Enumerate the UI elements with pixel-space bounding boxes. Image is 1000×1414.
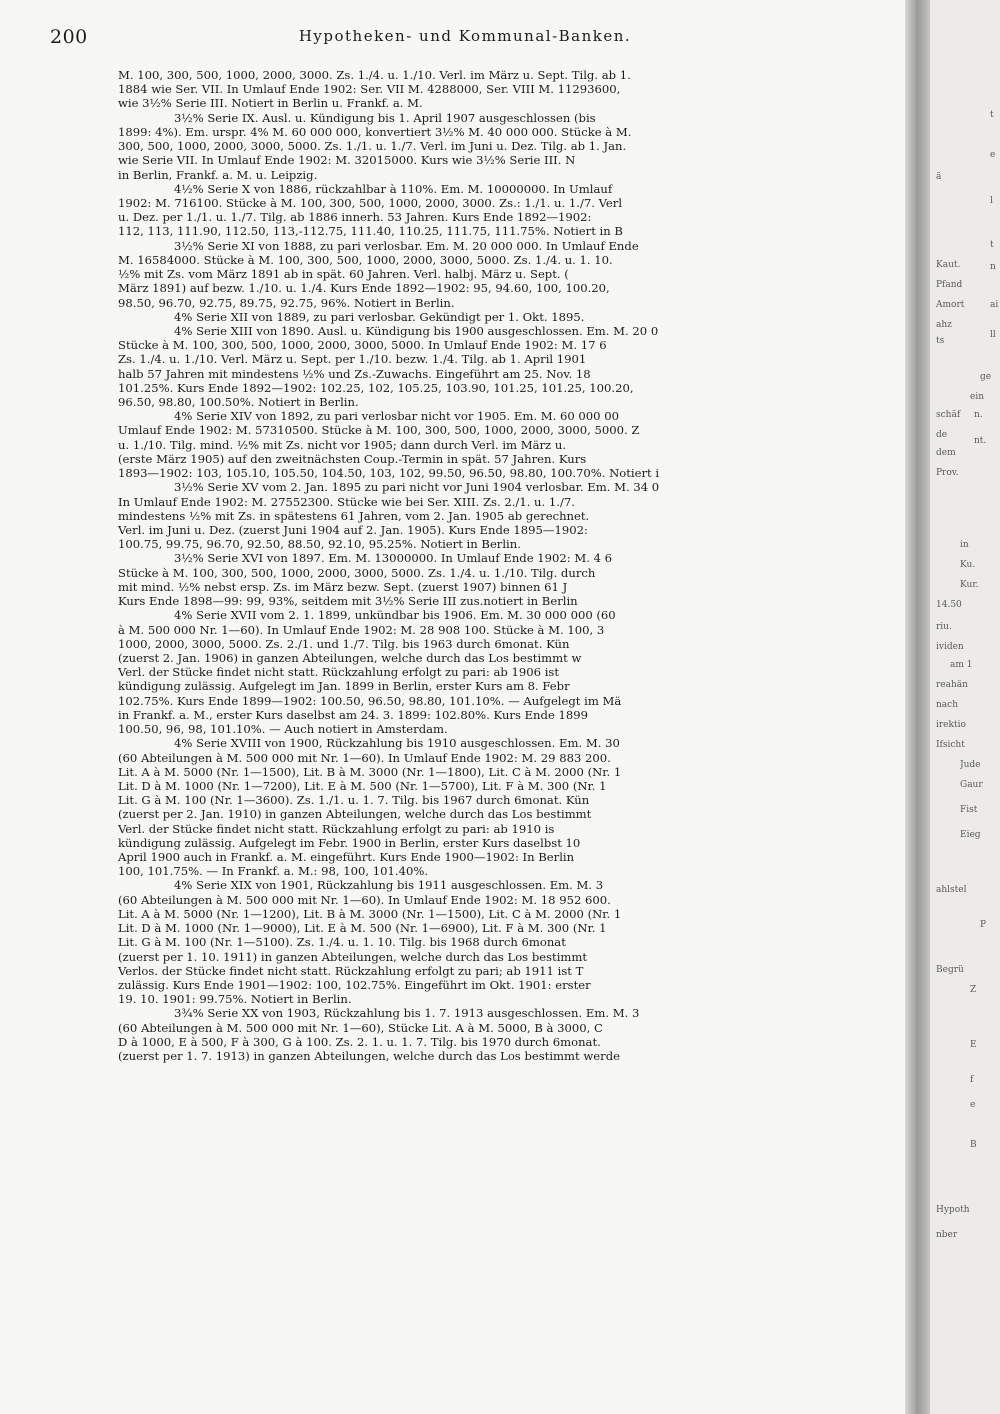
text-line: (zuerst per 1. 7. 1913) in ganzen Abteilungen, welche durch das Los bestimmt werde xyxy=(118,1049,620,1064)
text-line: Stücke à M. 100, 300, 500, 1000, 2000, 3000, 5000. In Umlauf Ende 1902: M. 17 6 xyxy=(118,338,607,353)
text-line: mindestens ½% mit Zs. in spätestens 61 Jahren, vom 2. Jan. 1905 ab gerechnet. xyxy=(118,508,590,523)
text-line: Lit. A à M. 5000 (Nr. 1—1500), Lit. B à M. 3000 (Nr. 1—1800), Lit. C à M. 2000 (Nr. 1 xyxy=(118,764,622,779)
text-line: u. 1./10. Tilg. mind. ½% mit Zs. nicht vor 1905; dann durch Verl. im März u. xyxy=(118,437,567,452)
text-line: (60 Abteilungen à M. 500 000 mit Nr. 1—60). In Umlauf Ende 1902: M. 18 952 600. xyxy=(118,892,611,907)
text-line: Verlos. der Stücke findet nicht statt. Rückzahlung erfolgt zu pari; ab 1911 ist T xyxy=(118,963,584,978)
text-line: Verl. der Stücke findet nicht statt. Rückzahlung erfolgt zu pari: ab 1906 ist xyxy=(118,665,560,680)
text-line: M. 100, 300, 500, 1000, 2000, 3000. Zs. 1./4. u. 1./10. Verl. im März u. Sept. Tilg. ab 1. xyxy=(118,68,631,82)
adjacent-page-fragment: ge xyxy=(980,372,992,382)
adjacent-page-fragment: Ifsicht xyxy=(936,740,965,750)
text-line: 4% Serie XVII vom 2. 1. 1899, unkündbar bis 1906. Em. M. 30 000 000 (60 xyxy=(174,608,616,623)
text-line: kündigung zulässig. Aufgelegt im Febr. 1900 in Berlin, erster Kurs daselbst 10 xyxy=(118,835,581,850)
adjacent-page-fragment: f xyxy=(970,1075,974,1085)
text-line: Umlauf Ende 1902: M. 57310500. Stücke à M. 100, 300, 500, 1000, 2000, 3000, 5000. Z xyxy=(118,423,640,438)
text-line: in Frankf. a. M., erster Kurs daselbst am 24. 3. 1899: 102.80%. Kurs Ende 1899 xyxy=(118,707,588,722)
text-line: 4% Serie XIV von 1892, zu pari verlosbar nicht vor 1905. Em. M. 60 000 00 xyxy=(174,409,619,424)
text-line: 1000, 2000, 3000, 5000. Zs. 2./1. und 1./7. Tilg. bis 1963 durch 6monat. Kün xyxy=(118,636,570,651)
text-line: März 1891) auf bezw. 1./10. u. 1./4. Kurs Ende 1892—1902: 95, 94.60, 100, 100.20, xyxy=(118,281,610,296)
text-line: Lit. G à M. 100 (Nr. 1—3600). Zs. 1./1. u. 1. 7. Tilg. bis 1967 durch 6monat. Kün xyxy=(118,793,590,808)
text-line: Stücke à M. 100, 300, 500, 1000, 2000, 3000, 5000. Zs. 1./4. u. 1./10. Tilg. durch xyxy=(118,565,596,580)
text-line: 19. 10. 1901: 99.75%. Notiert in Berlin. xyxy=(118,992,352,1007)
adjacent-page-fragment: reahän xyxy=(936,680,968,690)
adjacent-page-fragment: ai xyxy=(990,300,999,310)
text-line: kündigung zulässig. Aufgelegt im Jan. 1899 in Berlin, erster Kurs am 8. Febr xyxy=(118,679,570,694)
text-line: 3¾% Serie XX von 1903, Rückzahlung bis 1. 7. 1913 ausgeschlossen. Em. M. 3 xyxy=(174,1006,640,1021)
text-line: 1884 wie Ser. VII. In Umlauf Ende 1902: Ser. VII M. 4288000, Ser. VIII M. 11293600, xyxy=(118,82,621,97)
text-line: ½% mit Zs. vom März 1891 ab in spät. 60 Jahren. Verl. halbj. März u. Sept. ( xyxy=(118,267,569,282)
text-line: Verl. der Stücke findet nicht statt. Rückzahlung erfolgt zu pari: ab 1910 is xyxy=(118,821,555,836)
adjacent-page-fragment: am 1 xyxy=(950,660,973,670)
adjacent-page-fragment: t xyxy=(990,240,994,250)
text-line: (zuerst per 2. Jan. 1910) in ganzen Abteilungen, welche durch das Los bestimmt xyxy=(118,807,592,822)
adjacent-page-fragment: nber xyxy=(936,1230,958,1240)
text-line: 3½% Serie XI von 1888, zu pari verlosbar. Em. M. 20 000 000. In Umlauf Ende xyxy=(174,238,639,253)
adjacent-page-fragment: riu. xyxy=(936,622,952,632)
adjacent-page-fragment: schäf xyxy=(936,410,961,420)
adjacent-page-fragment: irektio xyxy=(936,720,966,730)
adjacent-page-fragment: l xyxy=(990,196,993,206)
text-line: 1899: 4%). Em. urspr. 4% M. 60 000 000, konvertiert 3½% M. 40 000 000. Stücke à M. xyxy=(118,124,632,139)
text-line: 102.75%. Kurs Ende 1899—1902: 100.50, 96.50, 98.80, 101.10%. — Aufgelegt im Mä xyxy=(118,693,622,708)
adjacent-page-fragment: Pfand xyxy=(936,280,963,290)
adjacent-page-fragment: Ku. xyxy=(960,560,976,570)
adjacent-page-fragment: ein xyxy=(970,392,985,402)
text-line: 96.50, 98.80, 100.50%. Notiert in Berlin. xyxy=(118,395,359,410)
text-line: (60 Abteilungen à M. 500 000 mit Nr. 1—60), Stücke Lit. A à M. 5000, B à 3000, C xyxy=(118,1020,603,1035)
text-line: (erste März 1905) auf den zweitnächsten Coup.-Termin in spät. 57 Jahren. Kurs xyxy=(118,451,587,466)
adjacent-page-fragment: Z xyxy=(970,985,977,995)
text-line: Zs. 1./4. u. 1./10. Verl. März u. Sept. per 1./10. bezw. 1./4. Tilg. ab 1. April 1901 xyxy=(118,352,587,367)
text-line: D à 1000, E à 500, F à 300, G à 100. Zs. 2. 1. u. 1. 7. Tilg. bis 1970 durch 6monat. xyxy=(118,1034,601,1049)
adjacent-page-fragment: Gaur xyxy=(960,780,983,790)
text-line: 4% Serie XVIII von 1900, Rückzahlung bis 1910 ausgeschlossen. Em. M. 30 xyxy=(174,736,620,751)
page-number: 200 xyxy=(50,26,88,48)
text-line: 4% Serie XIII von 1890. Ausl. u. Kündigung bis 1900 ausgeschlossen. Em. M. 20 0 xyxy=(174,323,659,338)
adjacent-page-fragment: B xyxy=(970,1140,977,1150)
adjacent-page-fragment: P xyxy=(980,920,987,930)
text-line: 4½% Serie X von 1886, rückzahlbar à 110%. Em. M. 10000000. In Umlauf xyxy=(174,181,613,196)
adjacent-page-fragment: nt. xyxy=(974,436,987,446)
text-line: wie Serie VII. In Umlauf Ende 1902: M. 32015000. Kurs wie 3½% Serie III. N xyxy=(118,153,576,168)
adjacent-page-fragment: ts xyxy=(936,336,945,346)
text-line: à M. 500 000 Nr. 1—60). In Umlauf Ende 1902: M. 28 908 100. Stücke à M. 100, 3 xyxy=(118,622,605,637)
text-line: Lit. G à M. 100 (Nr. 1—5100). Zs. 1./4. u. 1. 10. Tilg. bis 1968 durch 6monat xyxy=(118,935,566,950)
text-line: 3½% Serie XVI von 1897. Em. M. 13000000. In Umlauf Ende 1902: M. 4 6 xyxy=(174,551,613,566)
text-line: Lit. D à M. 1000 (Nr. 1—7200), Lit. E à M. 500 (Nr. 1—5700), Lit. F à M. 300 (Nr. 1 xyxy=(118,778,607,793)
text-line: M. 16584000. Stücke à M. 100, 300, 500, 1000, 2000, 3000, 5000. Zs. 1./4. u. 1. 10. xyxy=(118,252,613,267)
adjacent-page-fragment: e xyxy=(970,1100,976,1110)
adjacent-page-fragment: Jude xyxy=(960,760,981,770)
text-line: 300, 500, 1000, 2000, 3000, 5000. Zs. 1./1. u. 1./7. Verl. im Juni u. Dez. Tilg. ab 1. Jan. xyxy=(118,139,627,154)
adjacent-page-fragment: Fist xyxy=(960,805,978,815)
adjacent-page-fragment: Eieg xyxy=(960,830,981,840)
text-line: Verl. im Juni u. Dez. (zuerst Juni 1904 auf 2. Jan. 1905). Kurs Ende 1895—1902: xyxy=(118,523,588,537)
text-line: 3½% Serie XV vom 2. Jan. 1895 zu pari nicht vor Juni 1904 verlosbar. Em. M. 34 0 xyxy=(174,480,660,495)
adjacent-page-fragment: de xyxy=(936,430,948,440)
text-line: Kurs Ende 1898—99: 99, 93%, seitdem mit 3½% Serie III zus.notiert in Berlin xyxy=(118,594,578,609)
page-header xyxy=(50,26,880,50)
adjacent-page-edge xyxy=(930,0,1000,1414)
text-line: 4% Serie XII von 1889, zu pari verlosbar. Gekündigt per 1. Okt. 1895. xyxy=(174,309,585,324)
text-line: (zuerst 2. Jan. 1906) in ganzen Abteilungen, welche durch das Los bestimmt w xyxy=(118,650,582,665)
text-line: 1902: M. 716100. Stücke à M. 100, 300, 500, 1000, 2000, 3000. Zs.: 1./1. u. 1./7. Verl xyxy=(118,195,623,210)
adjacent-page-fragment: n xyxy=(990,262,996,272)
adjacent-page-fragment: n. xyxy=(974,410,983,420)
text-line: mit mind. ½% nebst ersp. Zs. im März bezw. Sept. (zuerst 1907) binnen 61 J xyxy=(118,579,568,594)
text-line: u. Dez. per 1./1. u. 1./7. Tilg. ab 1886 innerh. 53 Jahren. Kurs Ende 1892—1902: xyxy=(118,210,592,225)
adjacent-page-fragment: ividen xyxy=(936,642,964,652)
adjacent-page-fragment: t xyxy=(990,110,994,120)
running-head: Hypotheken- und Kommunal-Banken. xyxy=(298,27,632,45)
text-line: zulässig. Kurs Ende 1901—1902: 100, 102.75%. Eingeführt im Okt. 1901: erster xyxy=(118,978,591,992)
text-line: 100.50, 96, 98, 101.10%. — Auch notiert in Amsterdam. xyxy=(118,722,448,737)
text-line: 3½% Serie IX. Ausl. u. Kündigung bis 1. April 1907 ausgeschlossen (bis xyxy=(174,110,596,125)
adjacent-page-fragment: in xyxy=(960,540,969,550)
adjacent-page-fragment: nach xyxy=(936,700,958,710)
adjacent-page-fragment: e xyxy=(990,150,996,160)
text-line: In Umlauf Ende 1902: M. 27552300. Stücke wie bei Ser. XIII. Zs. 2./1. u. 1./7. xyxy=(118,494,575,509)
adjacent-page-fragment: ahz xyxy=(936,320,952,330)
text-line: 101.25%. Kurs Ende 1892—1902: 102.25, 102, 105.25, 103.90, 101.25, 101.25, 100.20, xyxy=(118,380,634,395)
text-line: 112, 113, 111.90, 112.50, 113,-112.75, 111.40, 110.25, 111.75, 111.75%. Notiert in B xyxy=(118,224,623,239)
text-line: (zuerst per 1. 10. 1911) in ganzen Abteilungen, welche durch das Los bestimmt xyxy=(118,949,588,964)
text-line: wie 3½% Serie III. Notiert in Berlin u. Frankf. a. M. xyxy=(118,96,423,111)
adjacent-page-fragment: Amort xyxy=(936,300,965,310)
adjacent-page-fragment: Kaut. xyxy=(936,260,961,270)
adjacent-page-fragment: E xyxy=(970,1040,977,1050)
text-line: April 1900 auch in Frankf. a. M. eingeführt. Kurs Ende 1900—1902: In Berlin xyxy=(118,850,575,865)
adjacent-page-fragment: Hypoth xyxy=(936,1205,970,1215)
text-line: in Berlin, Frankf. a. M. u. Leipzig. xyxy=(118,167,318,182)
text-line: Lit. D à M. 1000 (Nr. 1—9000), Lit. E à M. 500 (Nr. 1—6900), Lit. F à M. 300 (Nr. 1 xyxy=(118,921,607,936)
text-line: halb 57 Jahren mit mindestens ½% und Zs.-Zuwachs. Eingeführt am 25. Nov. 18 xyxy=(118,366,591,381)
adjacent-page-fragment: ä xyxy=(936,172,942,182)
text-line: 100.75, 99.75, 96.70, 92.50, 88.50, 92.10, 95.25%. Notiert in Berlin. xyxy=(118,537,521,552)
text-line: 1893—1902: 103, 105.10, 105.50, 104.50, 103, 102, 99.50, 96.50, 98.80, 100.70%. Notiert i xyxy=(118,466,660,481)
adjacent-page-fragment: 14.50 xyxy=(936,600,962,610)
body-text xyxy=(118,68,878,1063)
adjacent-page-fragment: Kur. xyxy=(960,580,979,590)
text-line: 4% Serie XIX von 1901, Rückzahlung bis 1911 ausgeschlossen. Em. M. 3 xyxy=(174,878,604,893)
text-line: (60 Abteilungen à M. 500 000 mit Nr. 1—60). In Umlauf Ende 1902: M. 29 883 200. xyxy=(118,750,611,765)
book-gutter xyxy=(905,0,930,1414)
adjacent-page-fragment: ahlstel xyxy=(936,885,967,895)
adjacent-page-fragment: Prov. xyxy=(936,468,959,478)
adjacent-page-fragment: Begrü xyxy=(936,965,964,975)
text-line: 98.50, 96.70, 92.75, 89.75, 92.75, 96%. Notiert in Berlin. xyxy=(118,295,455,310)
adjacent-page-fragment: ll xyxy=(990,330,996,340)
text-line: Lit. A à M. 5000 (Nr. 1—1200), Lit. B à M. 3000 (Nr. 1—1500), Lit. C à M. 2000 (Nr. 1 xyxy=(118,906,622,921)
adjacent-page-fragment: dem xyxy=(936,448,956,458)
text-line: 100, 101.75%. — In Frankf. a. M.: 98, 100, 101.40%. xyxy=(118,864,429,879)
